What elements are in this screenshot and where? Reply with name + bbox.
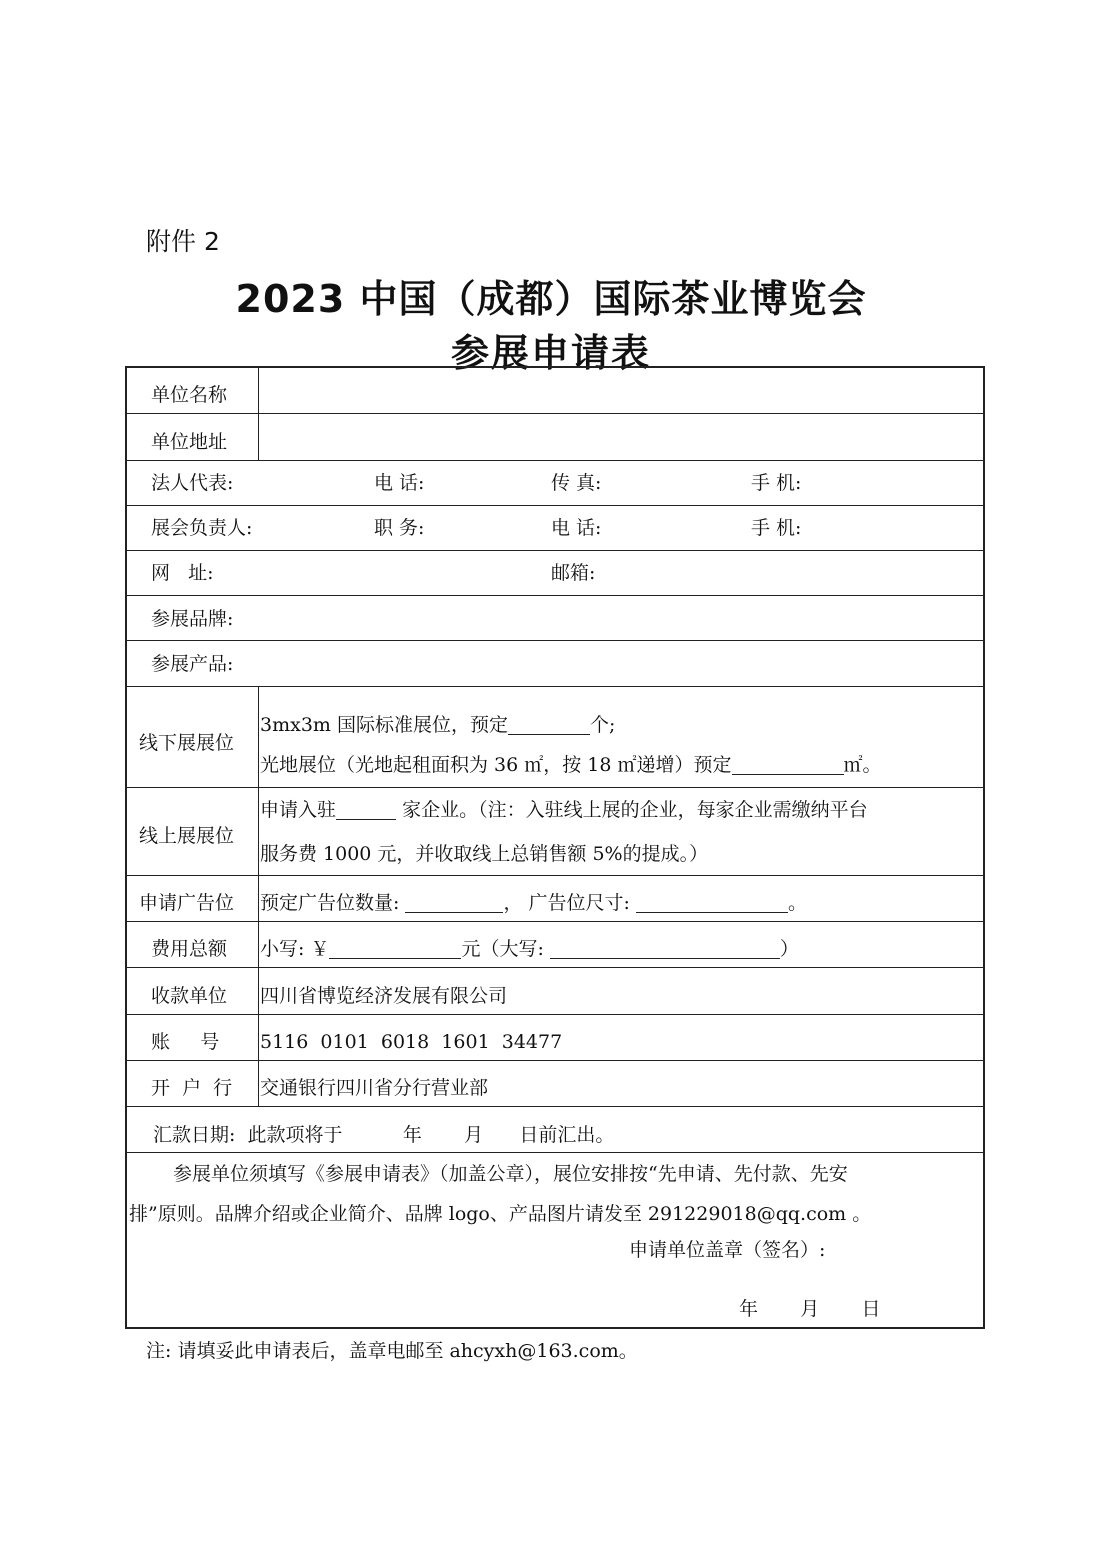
row-divider — [127, 505, 983, 506]
unit-name-label: 单位名称 — [151, 384, 228, 406]
row-divider — [127, 1106, 983, 1107]
position-label: 职 务: — [374, 517, 425, 539]
notice-line-2: 排”原则。品牌介绍或企业简介、品牌 logo、产品图片请发至 291229018@qq.com 。 — [129, 1203, 872, 1225]
fee-numeric-blank[interactable] — [329, 940, 461, 959]
unit-name-field[interactable] — [260, 370, 981, 412]
seal-date: 年 月 日 — [739, 1298, 881, 1320]
bank-value: 交通银行四川省分行营业部 — [260, 1077, 489, 1099]
row-divider — [127, 875, 983, 876]
attachment-label: 附件 2 — [146, 227, 220, 256]
brand-label: 参展品牌: — [151, 608, 234, 630]
row-divider — [127, 1060, 983, 1061]
ad-size-blank[interactable] — [636, 894, 788, 913]
document-subtitle: 参展申请表 — [450, 331, 651, 375]
ad-count-blank[interactable] — [405, 894, 503, 913]
fee-label: 费用总额 — [151, 938, 228, 960]
phone-label: 电 话: — [551, 517, 602, 539]
footer-note: 注: 请填妥此申请表后，盖章电邮至 ahcyxh@163.com。 — [146, 1340, 638, 1362]
email-label: 邮箱: — [551, 562, 596, 584]
row-divider — [127, 921, 983, 922]
row-divider — [127, 967, 983, 968]
row-divider — [127, 1014, 983, 1015]
payee-label: 收款单位 — [151, 985, 228, 1007]
mobile-label: 手 机: — [751, 517, 802, 539]
payee-value: 四川省博览经济发展有限公司 — [260, 985, 508, 1007]
row-divider — [127, 1152, 983, 1153]
raw-space-area-blank[interactable] — [732, 756, 844, 775]
online-booth-label: 线上展展位 — [139, 825, 235, 847]
offline-booth-label: 线下展展位 — [139, 732, 235, 754]
row-divider — [127, 413, 983, 414]
ad-text: 预定广告位数量: ， 广告位尺寸: 。 — [260, 892, 807, 914]
product-label: 参展产品: — [151, 653, 234, 675]
mobile-label: 手 机: — [751, 472, 802, 494]
online-fee-text: 服务费 1000 元，并收取线上总销售额 5%的提成。） — [260, 843, 709, 865]
online-company-count-blank[interactable] — [336, 801, 396, 820]
offline-raw-space-text: 光地展位（光地起租面积为 36 ㎡，按 18 ㎡递增）预定 ㎡。 — [260, 754, 882, 776]
unit-address-label: 单位地址 — [151, 431, 228, 453]
account-value: 5116 0101 6018 1601 34477 — [260, 1031, 563, 1053]
website-label: 网 址: — [151, 562, 214, 584]
fax-label: 传 真: — [551, 472, 602, 494]
unit-address-field[interactable] — [260, 416, 981, 458]
standard-booth-count-blank[interactable] — [508, 716, 590, 735]
fee-text: 小写: ￥ 元（大写: ） — [260, 938, 799, 960]
phone-label: 电 话: — [374, 472, 425, 494]
legal-rep-label: 法人代表: — [151, 472, 234, 494]
row-divider — [127, 640, 983, 641]
account-label: 账 号 — [151, 1031, 220, 1053]
online-booth-text: 申请入驻 家企业。（注：入驻线上展的企业，每家企业需缴纳平台 — [260, 799, 868, 821]
remit-date-text: 汇款日期: 此款项将于 年 月 日前汇出。 — [153, 1124, 615, 1146]
seal-signature-label: 申请单位盖章（签名）: — [629, 1239, 826, 1261]
row-divider — [127, 550, 983, 551]
row-divider — [127, 686, 983, 687]
column-divider — [258, 368, 259, 460]
exhibit-contact-label: 展会负责人: — [151, 517, 253, 539]
row-divider — [127, 787, 983, 788]
bank-label: 开 户 行 — [151, 1077, 233, 1099]
fee-words-blank[interactable] — [550, 940, 780, 959]
notice-line-1: 参展单位须填写《参展申请表》（加盖公章），展位安排按“先申请、先付款、先安 — [173, 1163, 848, 1185]
application-form — [125, 366, 985, 1329]
column-divider — [258, 686, 259, 1106]
row-divider — [127, 460, 983, 461]
row-divider — [127, 595, 983, 596]
document-title: 2023 中国（成都）国际茶业博览会 — [235, 277, 867, 321]
offline-standard-booth-text: 3mx3m 国际标准展位，预定 个; — [260, 714, 616, 736]
ad-label: 申请广告位 — [139, 892, 235, 914]
